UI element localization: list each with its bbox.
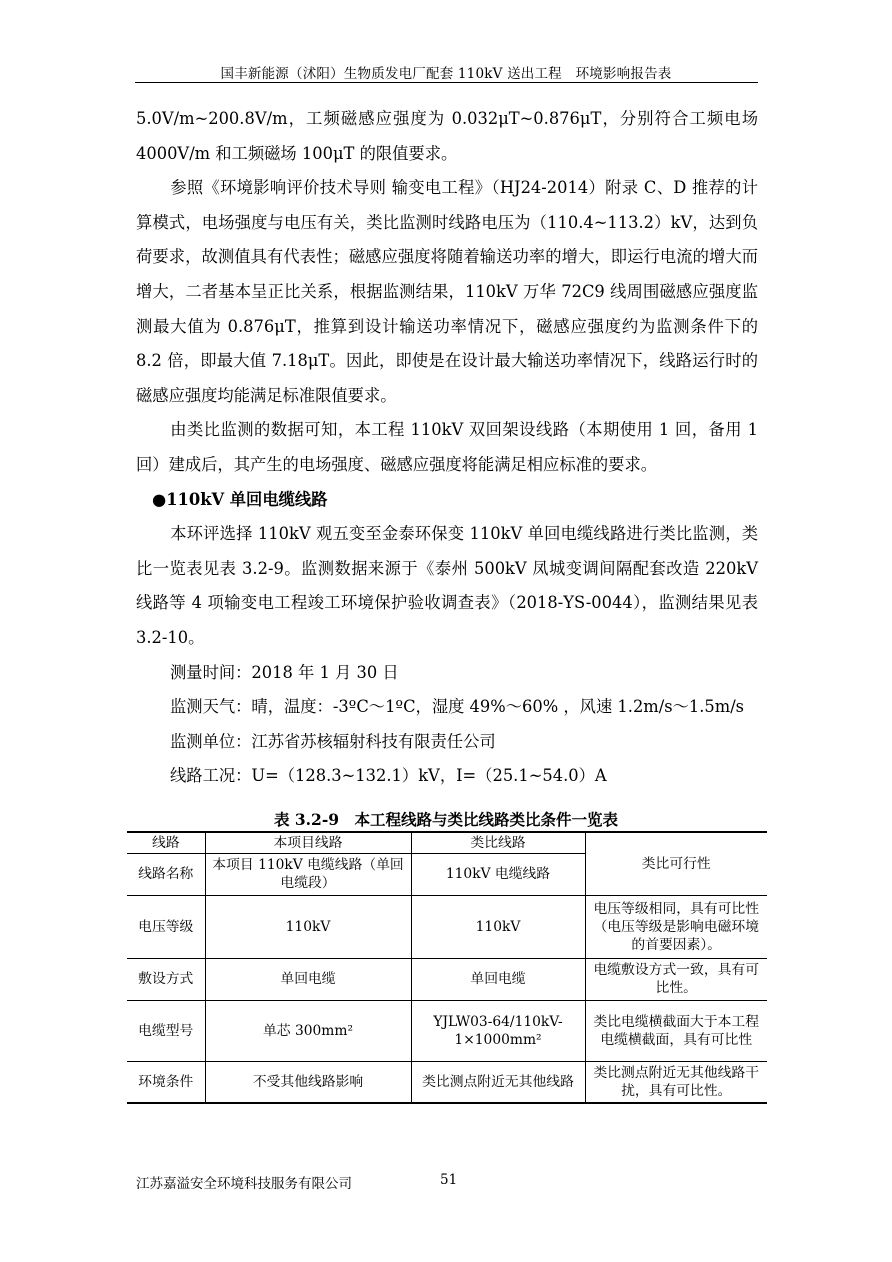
table-row [127, 895, 767, 958]
cell-feasibility: 电缆敷设方式一致，具有可比性。 [585, 958, 767, 1000]
cell-analog: 类比测点附近无其他线路 [411, 1061, 585, 1103]
cell-analog: 110kV 电缆线路 [411, 853, 585, 895]
cell-feasibility: 电压等级相同，具有可比性（电压等级是影响电磁环境的首要因素）。 [585, 895, 767, 958]
cell-analog: 110kV [411, 895, 585, 958]
row-label: 电缆型号 [127, 1000, 205, 1061]
cell-project: 单芯 300mm² [205, 1000, 411, 1061]
footer-company: 江苏嘉溢安全环境科技服务有限公司 [136, 1176, 352, 1192]
header-cell-analog: 类比线路 [411, 832, 585, 853]
table-row [127, 958, 767, 1000]
comparison-table [127, 831, 767, 1104]
table-header-row [127, 832, 767, 853]
running-header: 国丰新能源（沭阳）生物质发电厂配套 110kV 送出工程 环境影响报告表 [220, 66, 672, 82]
main-text [136, 102, 758, 794]
paragraph-conclusion: 由类比监测的数据可知，本工程 110kV 双回架设线路（本期使用 1 回，备用 1 回）建成后，其产生的电场强度、磁感应强度将能满足相应标准的要求。 [136, 420, 758, 474]
header-cell-feasibility: 类比可行性 [585, 832, 767, 895]
header-cell-project: 本项目线路 [205, 832, 411, 853]
row-label: 电压等级 [127, 895, 205, 958]
paragraph-calculation-mode: 参照《环境影响评价技术导则 输变电工程》（HJ24-2014）附录 C、D 推荐的计算模式，电场强度与电压有关，类比监测时线路电压为（110.4~113.2）kV，达到负荷要求，故测值具有代表性；磁感应强度将随着输送功率的增大，即运行电流的增大而增大，二者基本呈正比关系，根据监测结果，110kV 万华 72C9 线周围磁感应强度监测最大值为 0.876μT，推算到设计输送功率情况下，磁感应强度约为监测条件下的 8.2 倍，即最大值 7.18μT。因此，即使是在设计最大输送功率情况下，线路运行时的磁感应强度均能满足标准限值要求。 [136, 178, 758, 405]
monitor-weather: 监测天气：晴，温度：-3ºC～1ºC，湿度 49%～60% ，风速 1.2m/s～1.5m/s [170, 697, 745, 717]
cell-feasibility: 类比电缆横截面大于本工程电缆横截面，具有可比性 [585, 1000, 767, 1061]
table-row [127, 1000, 767, 1061]
monitor-unit: 监测单位：江苏省苏核辐射科技有限责任公司 [170, 731, 496, 751]
cell-analog: YJLW03-64/110kV-1×1000mm² [411, 1000, 585, 1061]
cell-project: 110kV [205, 895, 411, 958]
row-label: 环境条件 [127, 1061, 205, 1103]
row-label: 线路名称 [127, 853, 205, 895]
cell-analog: 单回电缆 [411, 958, 585, 1000]
page-number: 51 [440, 1172, 458, 1188]
cell-project: 本项目 110kV 电缆线路（单回电缆段） [205, 853, 411, 895]
paragraph-analog-selection: 本环评选择 110kV 观五变至金泰环保变 110kV 单回电缆线路进行类比监测，类比一览表见表 3.2-9。监测数据来源于《泰州 500kV 凤城变调间隔配套改造 220kV 线路等 4 项输变电工程竣工环境保护验收调查表》（2018-YS-0044），监测结果见表 3.2-10。 [136, 524, 758, 647]
cell-project: 单回电缆 [205, 958, 411, 1000]
table-caption: 表 3.2-9 本工程线路与类比线路类比条件一览表 [273, 810, 619, 829]
table-row [127, 1061, 767, 1103]
header-cell-line: 线路 [127, 832, 205, 853]
cell-project: 不受其他线路影响 [205, 1061, 411, 1103]
section-heading-cable-line: ●110kV 单回电缆线路 [152, 489, 328, 509]
measure-time: 测量时间：2018 年 1 月 30 日 [170, 662, 399, 682]
line-condition: 线路工况：U=（128.3~132.1）kV，I=（25.1~54.0）A [170, 766, 607, 786]
header-divider [135, 82, 758, 83]
paragraph-field-values: 5.0V/m~200.8V/m，工频磁感应强度为 0.032μT~0.876μT，分别符合工频电场 4000V/m 和工频磁场 100μT 的限值要求。 [136, 109, 758, 163]
cell-feasibility: 类比测点附近无其他线路干扰，具有可比性。 [585, 1061, 767, 1103]
row-label: 敷设方式 [127, 958, 205, 1000]
